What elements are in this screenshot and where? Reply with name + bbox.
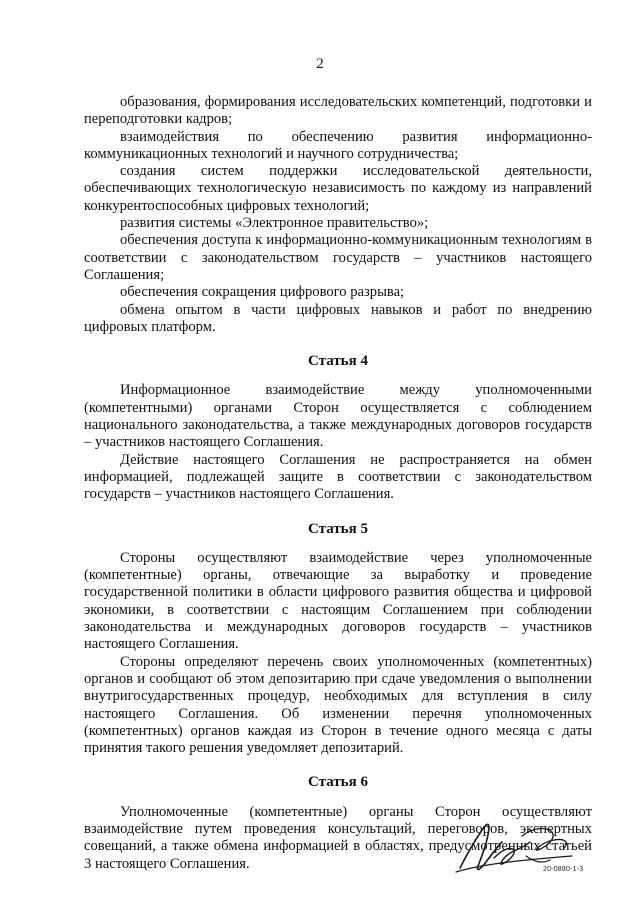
paragraph-e-government: развития системы «Электронное правительство»; xyxy=(120,215,429,232)
article-4-paragraph: Действие настоящего Соглашения не распространяется на обмен информацией, подлежащей защите в соответствии с законодательством государств – участников настоящего Соглашения. xyxy=(84,451,592,503)
document-code: 20-0880-1-3 xyxy=(543,866,584,873)
article-5-paragraph: Стороны осуществляют взаимодействие через уполномоченные (компетентные) органы, отвечающие за выработку и проведение государственной политики в области цифрового развития общества и цифровой экономики, в соответствии с настоящим Соглашением при соблюдении законодательства и международных договоров государств – участников настоящего Соглашения. xyxy=(84,549,592,653)
article-4-paragraph: Информационное взаимодействие между уполномоченными (компетентными) органами Сторон осуществляется с соблюдением национального законодательства, а также международных договоров государств – участников настоящего Соглашения. xyxy=(84,382,592,451)
paragraph-experience-exchange: обмена опытом в части цифровых навыков и работ по внедрению цифровых платформ. xyxy=(84,301,592,335)
page-number: 2 xyxy=(316,56,324,72)
article-6-paragraph: Уполномоченные (компетентные) органы Сторон осуществляют взаимодействие путем проведения консультаций, переговоров, экспертных совещаний, а также обмена информацией в областях, предусмотренных статьей 3 настоящего Соглашения. xyxy=(84,803,592,872)
article-6-heading: Статья 6 xyxy=(308,774,368,791)
document-body xyxy=(84,94,592,873)
article-5-paragraph: Стороны определяют перечень своих уполномоченных (компетентных) органов и сообщают об этом депозитарию при сдаче уведомления о выполнении внутригосударственных процедур, необходимых для вступления в силу настоящего Соглашения. Об изменении перечня уполномоченных (компетентных) органов каждая из Сторон в течение одного месяца с даты принятия такого решения уведомляет депозитарий. xyxy=(84,653,592,757)
paragraph-ict-access: обеспечения доступа к информационно-коммуникационным технологиям в соответствии с законодательством государств – участников настоящего Соглашения; xyxy=(84,232,592,283)
paragraph-research-support: создания систем поддержки исследовательской деятельности, обеспечивающих технологическую независимость по каждому из направлений конкурентоспособных цифровых технологий; xyxy=(84,163,592,214)
article-5-heading: Статья 5 xyxy=(308,520,368,537)
article-4-heading: Статья 4 xyxy=(308,353,368,370)
paragraph-ict-cooperation: взаимодействия по обеспечению развития информационно-коммуникационных технологий и научного сотрудничества; xyxy=(84,128,592,162)
paragraph-education: образования, формирования исследовательских компетенций, подготовки и переподготовки кадров; xyxy=(84,94,592,128)
paragraph-digital-divide: обеспечения сокращения цифрового разрыва; xyxy=(120,284,405,301)
